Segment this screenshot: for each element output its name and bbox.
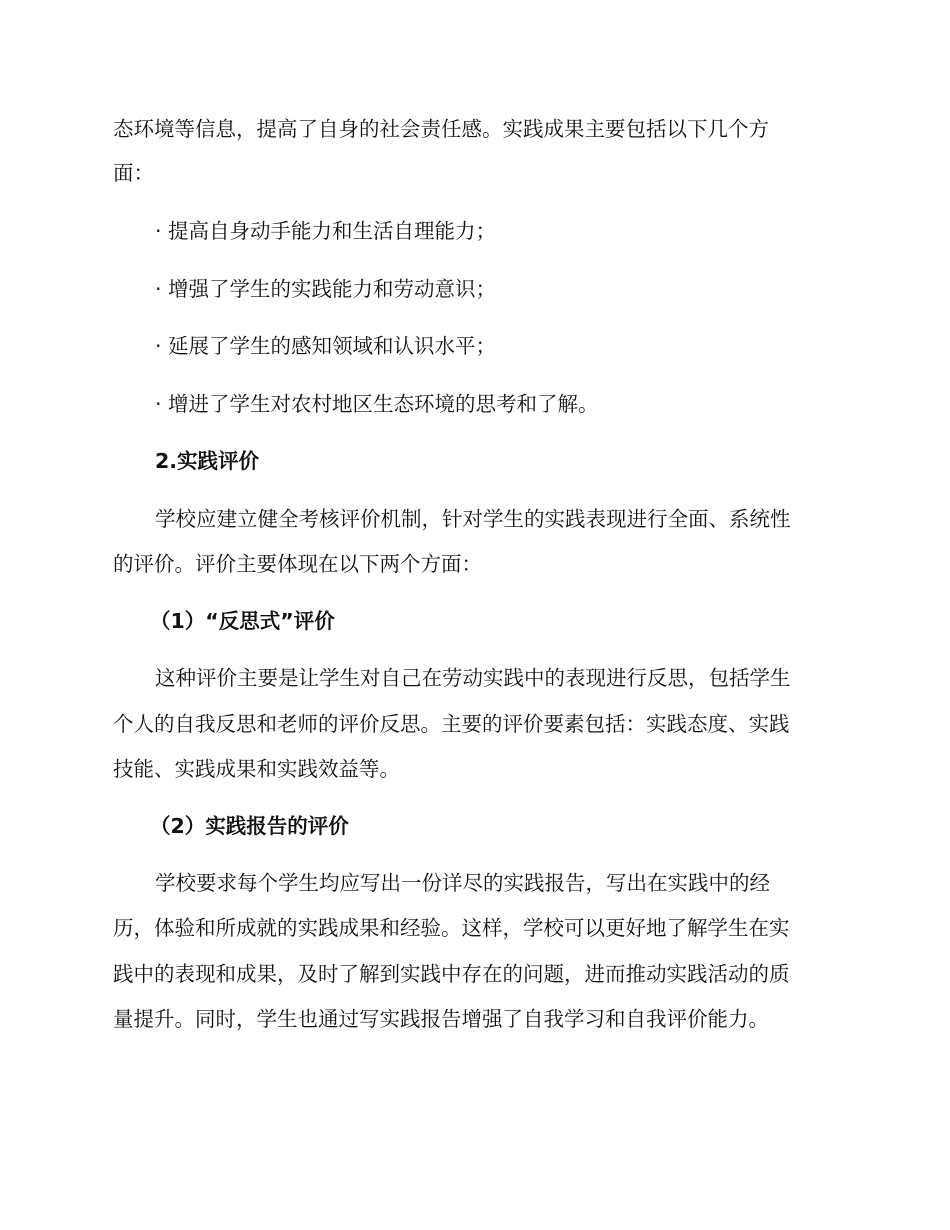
section2-paragraph-line-2: 的评价。评价主要体现在以下两个方面：: [113, 552, 482, 576]
subsection-heading-reflective-evaluation: （1）“反思式”评价: [150, 609, 335, 633]
section2-paragraph-line-1: 学校应建立健全考核评价机制，针对学生的实践表现进行全面、系统性: [155, 507, 791, 531]
bullet-item-2: · 增强了学生的实践能力和劳动意识；: [155, 277, 497, 301]
sub2-paragraph-line-1: 学校要求每个学生均应写出一份详尽的实践报告，写出在实践中的经: [155, 871, 770, 895]
intro-line-1: 态环境等信息，提高了自身的社会责任感。实践成果主要包括以下几个方: [113, 117, 769, 141]
subsection-heading-report-evaluation: （2）实践报告的评价: [150, 814, 349, 838]
sub1-paragraph-line-3: 技能、实践成果和实践效益等。: [113, 757, 400, 781]
sub2-paragraph-line-3: 践中的表现和成果，及时了解到实践中存在的问题，进而推动实践活动的质: [113, 962, 790, 986]
bullet-item-3: · 延展了学生的感知领域和认识水平；: [155, 334, 497, 358]
bullet-item-1: · 提高自身动手能力和生活自理能力；: [155, 219, 497, 243]
sub2-paragraph-line-2: 历，体验和所成就的实践成果和经验。这样，学校可以更好地了解学生在实: [113, 916, 790, 940]
sub1-paragraph-line-2: 个人的自我反思和老师的评价反思。主要的评价要素包括：实践态度、实践: [113, 712, 790, 736]
bullet-item-4: · 增进了学生对农村地区生态环境的思考和了解。: [155, 392, 599, 416]
sub1-paragraph-line-1: 这种评价主要是让学生对自己在劳动实践中的表现进行反思，包括学生: [155, 666, 791, 690]
sub2-paragraph-line-4: 量提升。同时，学生也通过写实践报告增强了自我学习和自我评价能力。: [113, 1007, 769, 1031]
section-heading-practice-evaluation: 2.实践评价: [155, 449, 260, 473]
intro-line-2: 面：: [113, 161, 154, 185]
